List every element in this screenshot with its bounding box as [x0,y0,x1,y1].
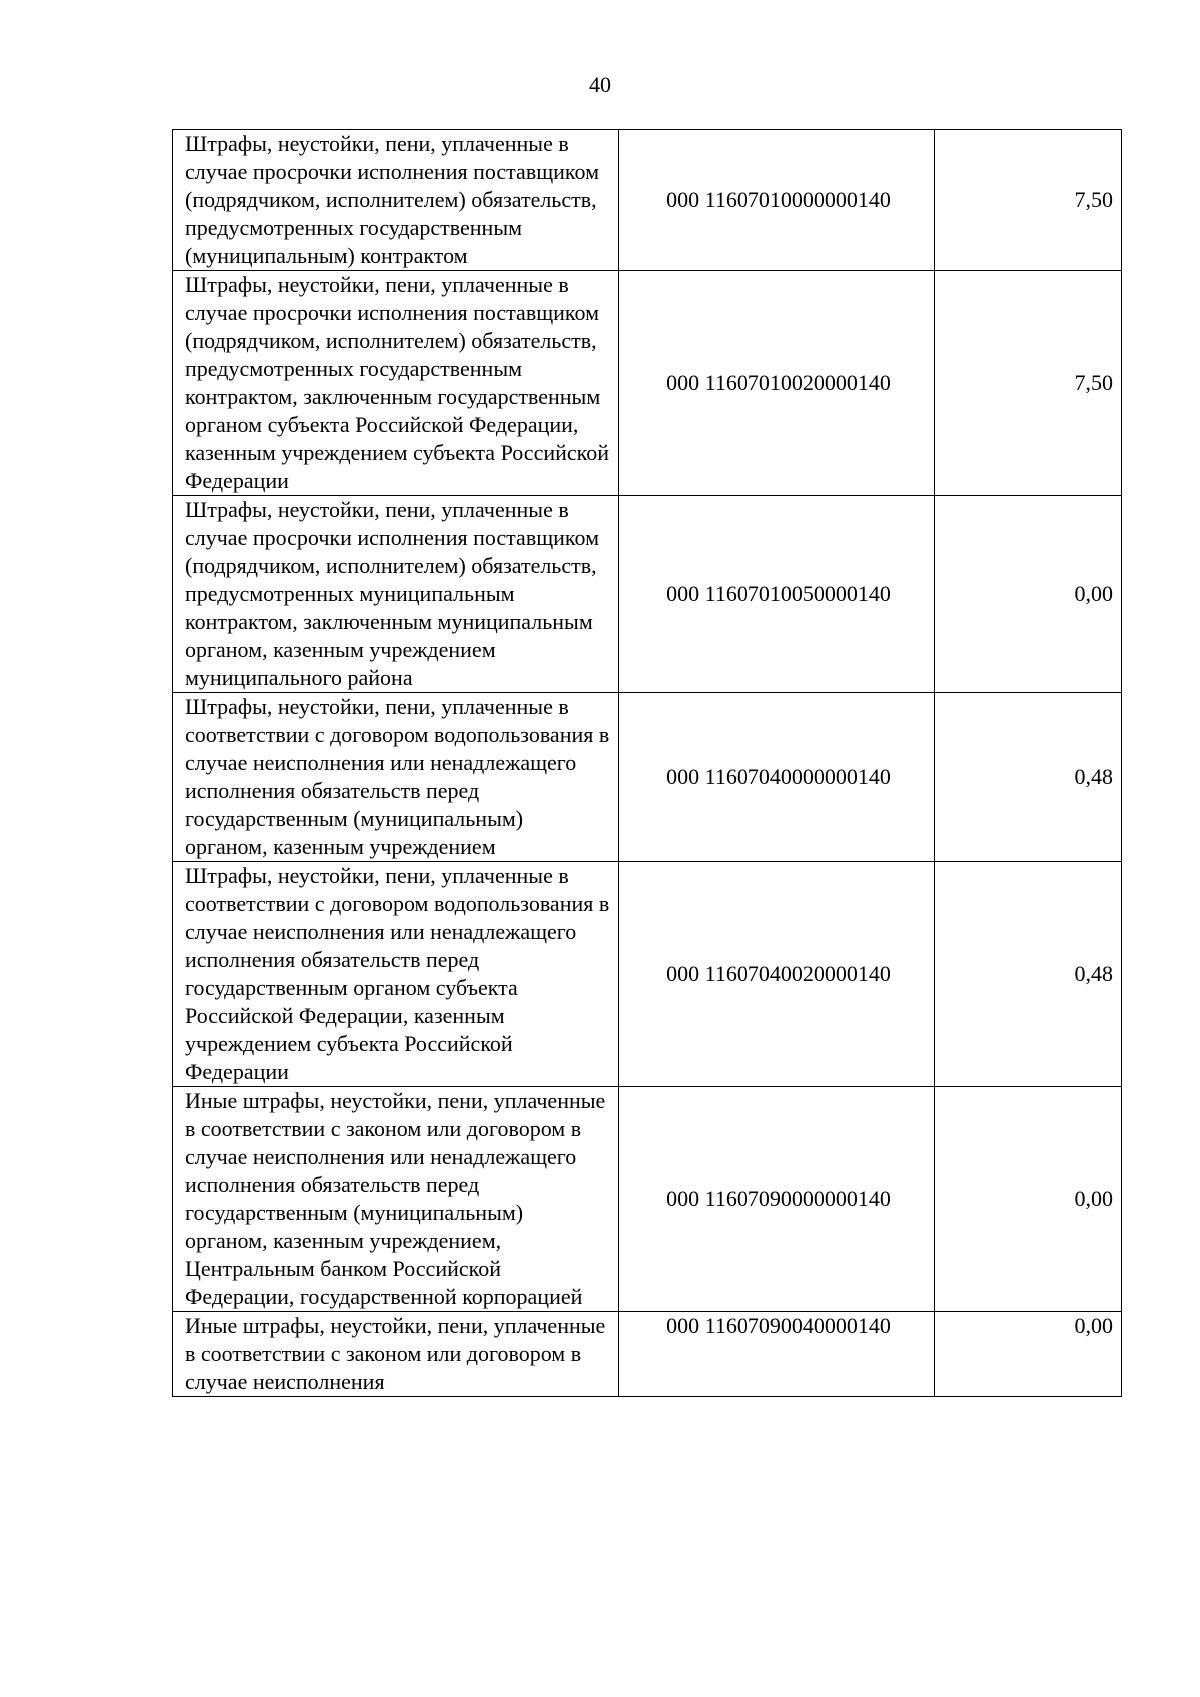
amount-cell: 0,48 [935,693,1122,862]
table-row [173,1087,1122,1312]
budget-code-cell: 000 11607040020000140 [619,862,935,1087]
revenue-name-cell: Штрафы, неустойки, пени, уплаченные в соответствии с договором водопользования в случае неисполнения или ненадлежащего исполнения обязательств перед государственным (муниципальным) органом, казенным учреждением [173,693,619,862]
amount-cell: 0,00 [935,496,1122,693]
amount-cell: 0,48 [935,862,1122,1087]
amount-cell: 0,00 [935,1312,1122,1397]
table-row [173,693,1122,862]
revenue-name-cell: Иные штрафы, неустойки, пени, уплаченные в соответствии с законом или договором в случае неисполнения [173,1312,619,1397]
table-row [173,271,1122,496]
page-number: 40 [589,72,611,97]
amount-cell: 7,50 [935,271,1122,496]
table-row [173,862,1122,1087]
budget-code-cell: 000 11607090040000140 [619,1312,935,1397]
table-row [173,130,1122,271]
budget-code-cell: 000 11607090000000140 [619,1087,935,1312]
budget-code-cell: 000 11607010000000140 [619,130,935,271]
budget-code-cell: 000 11607010020000140 [619,271,935,496]
budget-code-cell: 000 11607010050000140 [619,496,935,693]
amount-cell: 0,00 [935,1087,1122,1312]
table-row [173,496,1122,693]
amount-cell: 7,50 [935,130,1122,271]
revenue-name-cell: Штрафы, неустойки, пени, уплаченные в случае просрочки исполнения поставщиком (подрядчиком, исполнителем) обязательств, предусмотренных муниципальным контрактом, заключенным муниципальным органом, казенным учреждением муниципального района [173,496,619,693]
revenue-name-cell: Иные штрафы, неустойки, пени, уплаченные в соответствии с законом или договором в случае неисполнения или ненадлежащего исполнения обязательств перед государственным (муниципальным) органом, казенным учреждением, Центральным банком Российской Федерации, государственной корпорацией [173,1087,619,1312]
revenue-table [172,129,1122,1397]
revenue-name-cell: Штрафы, неустойки, пени, уплаченные в соответствии с договором водопользования в случае неисполнения или ненадлежащего исполнения обязательств перед государственным органом субъекта Российской Федерации, казенным учреждением субъекта Российской Федерации [173,862,619,1087]
table-row [173,1312,1122,1397]
budget-code-cell: 000 11607040000000140 [619,693,935,862]
revenue-name-cell: Штрафы, неустойки, пени, уплаченные в случае просрочки исполнения поставщиком (подрядчиком, исполнителем) обязательств, предусмотренных государственным контрактом, заключенным государственным органом субъекта Российской Федерации, казенным учреждением субъекта Российской Федерации [173,271,619,496]
revenue-name-cell: Штрафы, неустойки, пени, уплаченные в случае просрочки исполнения поставщиком (подрядчиком, исполнителем) обязательств, предусмотренных государственным (муниципальным) контрактом [173,130,619,271]
